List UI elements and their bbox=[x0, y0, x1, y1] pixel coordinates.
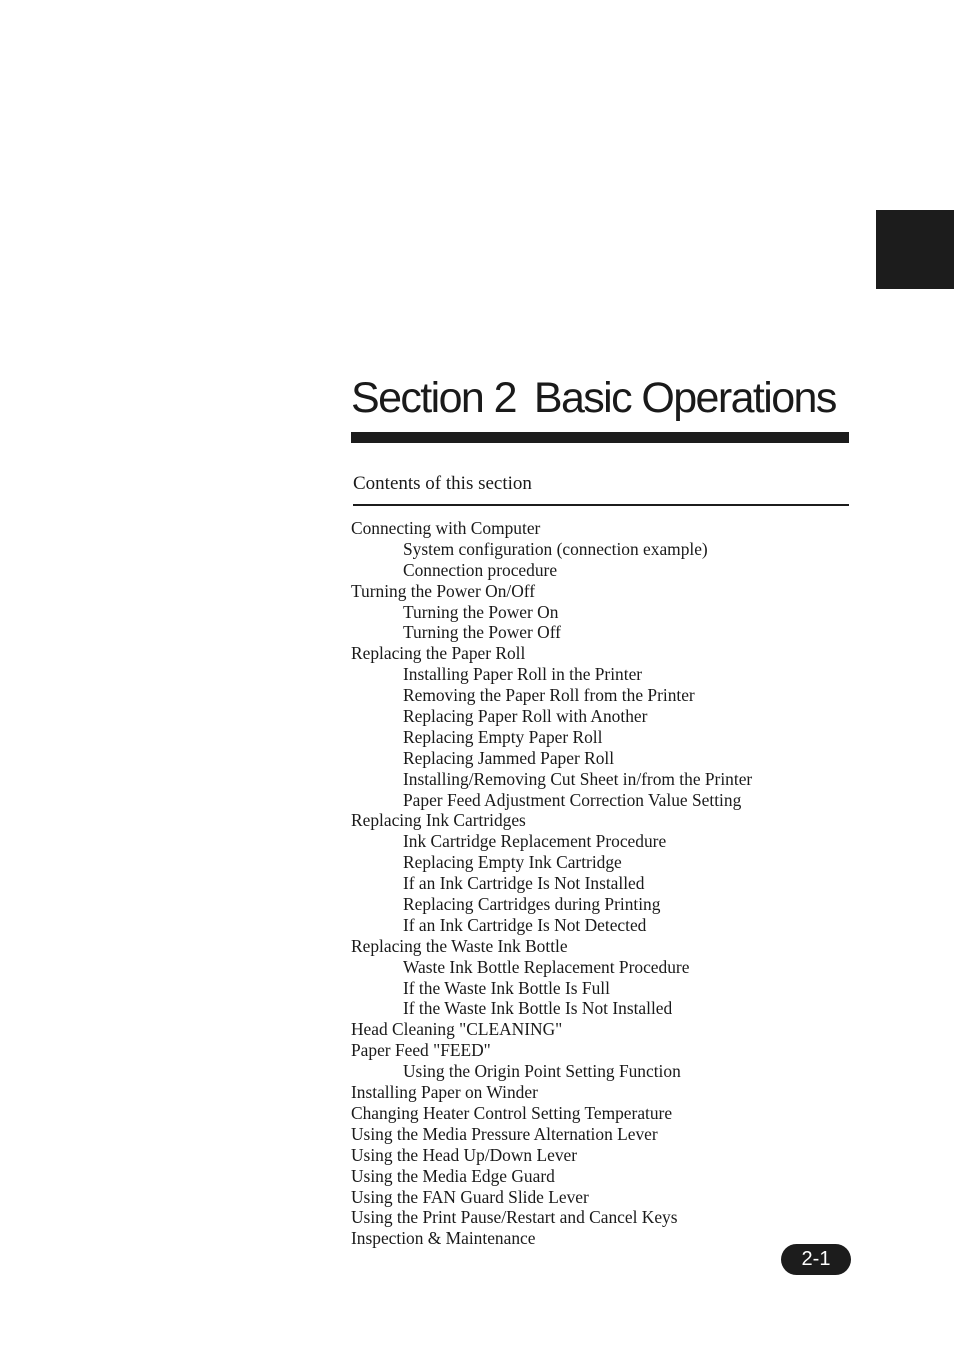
section-title bbox=[351, 372, 836, 424]
toc-entry[interactable]: Replacing Ink Cartridges bbox=[351, 810, 526, 831]
toc-subentry[interactable]: Ink Cartridge Replacement Procedure bbox=[403, 831, 667, 852]
toc-subentry[interactable]: Replacing Empty Ink Cartridge bbox=[403, 852, 622, 873]
toc-subentry[interactable]: System configuration (connection example) bbox=[403, 538, 708, 559]
toc-entry[interactable]: Using the Media Edge Guard bbox=[351, 1165, 555, 1186]
toc-subentry[interactable]: Installing Paper Roll in the Printer bbox=[403, 664, 643, 685]
toc-subentry[interactable]: Connection procedure bbox=[403, 559, 558, 580]
section-name: Basic Operations bbox=[533, 374, 836, 422]
toc-entry[interactable]: Using the Media Pressure Alternation Lever bbox=[351, 1123, 658, 1144]
toc-subentry[interactable]: Replacing Jammed Paper Roll bbox=[403, 747, 615, 768]
contents-heading: Contents of this section bbox=[353, 473, 532, 494]
toc-subentry[interactable]: Replacing Cartridges during Printing bbox=[403, 894, 661, 915]
toc-entry[interactable]: Inspection & Maintenance bbox=[351, 1228, 536, 1249]
toc-subentry[interactable]: Turning the Power On bbox=[403, 601, 559, 622]
contents-rule bbox=[353, 504, 849, 506]
toc-subentry[interactable]: Replacing Paper Roll with Another bbox=[403, 706, 648, 727]
toc-entry[interactable]: Replacing the Waste Ink Bottle bbox=[351, 935, 568, 956]
toc-entry[interactable]: Using the Print Pause/Restart and Cancel Keys bbox=[351, 1207, 678, 1228]
section-tab-marker bbox=[876, 210, 954, 289]
toc-entry[interactable]: Head Cleaning "CLEANING" bbox=[351, 1019, 563, 1040]
toc-entry[interactable]: Using the FAN Guard Slide Lever bbox=[351, 1186, 589, 1207]
toc-subentry[interactable]: Turning the Power Off bbox=[403, 622, 561, 643]
toc-subentry[interactable]: Paper Feed Adjustment Correction Value Setting bbox=[403, 789, 742, 810]
toc-subentry[interactable]: Installing/Removing Cut Sheet in/from the Printer bbox=[403, 768, 753, 789]
toc-subentry[interactable]: If an Ink Cartridge Is Not Detected bbox=[403, 914, 647, 935]
toc-subentry[interactable]: Removing the Paper Roll from the Printer bbox=[403, 685, 695, 706]
toc-entry[interactable]: Installing Paper on Winder bbox=[351, 1082, 538, 1103]
toc-entry[interactable]: Turning the Power On/Off bbox=[351, 580, 536, 601]
section-label: Section 2 bbox=[351, 374, 516, 422]
toc-subentry[interactable]: If an Ink Cartridge Is Not Installed bbox=[403, 873, 645, 894]
toc-entry[interactable]: Paper Feed "FEED" bbox=[351, 1040, 491, 1061]
toc-subentry[interactable]: Waste Ink Bottle Replacement Procedure bbox=[403, 956, 690, 977]
toc-subentry[interactable]: Using the Origin Point Setting Function bbox=[403, 1061, 681, 1082]
toc-entry[interactable]: Connecting with Computer bbox=[351, 518, 541, 538]
toc-entry[interactable]: Replacing the Paper Roll bbox=[351, 643, 526, 664]
toc-subentry[interactable]: If the Waste Ink Bottle Is Full bbox=[403, 977, 610, 998]
toc-subentry[interactable]: Replacing Empty Paper Roll bbox=[403, 726, 603, 747]
table-of-contents bbox=[351, 518, 752, 1249]
title-rule bbox=[351, 432, 849, 443]
toc-entry[interactable]: Using the Head Up/Down Lever bbox=[351, 1144, 578, 1165]
page-number-badge: 2-1 bbox=[781, 1244, 851, 1275]
toc-subentry[interactable]: If the Waste Ink Bottle Is Not Installed bbox=[403, 998, 673, 1019]
toc-entry[interactable]: Changing Heater Control Setting Temperature bbox=[351, 1102, 673, 1123]
